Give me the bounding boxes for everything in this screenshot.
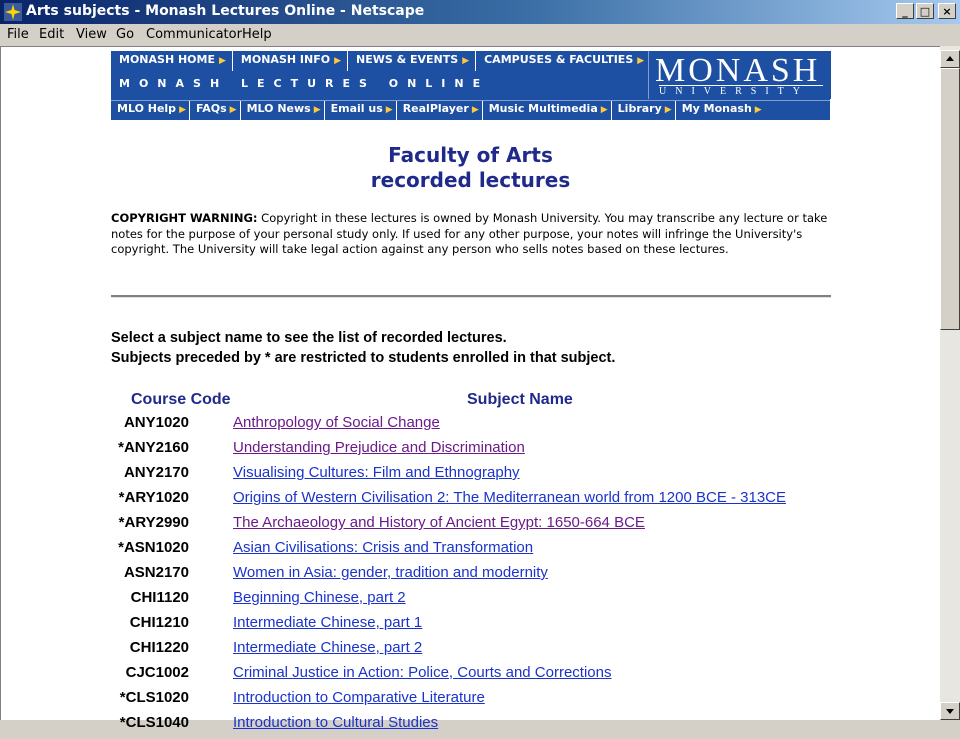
subject-link[interactable]: Asian Civilisations: Crisis and Transformation [233,539,534,556]
subject-row [1,614,901,639]
scroll-up-button[interactable] [940,50,960,68]
minimize-button[interactable]: _ [896,3,914,19]
nav-my-monash[interactable] [676,101,765,120]
subject-row [1,539,901,564]
course-code: CHI1120 [130,589,189,606]
nav-realplayer[interactable] [397,101,483,120]
nav-campuses-faculties[interactable] [476,51,650,71]
course-code: *ARY2990 [118,514,189,531]
instruction-line-1: Select a subject name to see the list of recorded lectures. [111,330,507,346]
subject-link[interactable]: Intermediate Chinese, part 1 [233,614,423,631]
nav-mlo-news[interactable] [241,101,325,120]
vertical-scrollbar[interactable] [940,46,960,720]
column-header-subject: Subject Name [467,391,573,408]
subject-link[interactable]: Intermediate Chinese, part 2 [233,639,423,656]
nav-label: MONASH HOME [119,53,215,66]
nav-library[interactable] [612,101,676,120]
top-nav [111,51,650,71]
subject-link[interactable]: Introduction to Comparative Literature [233,689,485,706]
subject-row [1,689,901,714]
nav-email-us[interactable] [325,101,397,120]
subject-link[interactable]: Understanding Prejudice and Discrimination [233,439,525,456]
down-arrow-icon [946,709,954,714]
title-bar [0,0,960,24]
close-button[interactable]: × [938,3,956,19]
subject-link[interactable]: Beginning Chinese, part 2 [233,589,406,606]
nav-news-events[interactable] [348,51,476,71]
menu-help[interactable]: Help [242,27,272,42]
nav-faqs[interactable] [190,101,241,120]
page-viewport [0,46,940,731]
title-line-1: Faculty of Arts [388,143,553,167]
monash-logo[interactable] [648,51,831,99]
subject-row [1,489,901,514]
arrow-icon: ▶ [313,105,321,115]
course-code: ANY1020 [123,414,189,431]
subject-link[interactable]: Women in Asia: gender, tradition and modernity [233,564,548,581]
nav-monash-home[interactable] [111,51,233,71]
menu-file[interactable]: File [7,27,29,42]
course-code: *ANY2160 [118,439,189,456]
course-code: CHI1210 [129,614,189,631]
nav-label: My Monash [681,102,752,115]
course-code: *ASN1020 [118,539,189,556]
divider [111,295,831,298]
copyright-text: Copyright in these lectures is owned by Monash University. You may transcribe any lecture or take notes for the purpose of your personal study only. If used for any other purpose, your notes will infringe the University's copyright. The University will take legal action against any person who sells notes based on these lectures. [111,211,828,256]
menu-go[interactable]: Go [116,27,135,42]
course-code: *CLS1020 [119,689,189,706]
nav-label: RealPlayer [402,102,469,115]
logo-sub: UNIVERSITY [659,85,823,97]
instruction-line-2: Subjects preceded by * are restricted to students enrolled in that subject. [111,350,616,366]
copyright-warning [111,211,831,258]
course-code: *ARY1020 [118,489,189,506]
nav-label: CAMPUSES & FACULTIES [484,53,634,66]
subject-link[interactable]: Anthropology of Social Change [233,414,440,431]
maximize-button[interactable]: □ [916,3,934,19]
monash-header [111,51,830,119]
subject-row [1,414,901,439]
menu-edit[interactable]: Edit [39,27,65,42]
subject-row [1,664,901,689]
up-arrow-icon [946,56,954,61]
subject-row [1,464,901,489]
menu-bar [0,24,960,46]
logo-word: MONASH [655,52,821,89]
subject-row [1,639,901,664]
netscape-icon [4,3,22,21]
subject-row [1,589,901,614]
scroll-down-button[interactable] [940,702,960,720]
course-code: ASN2170 [123,564,189,581]
arrow-icon: ▶ [334,56,341,66]
scroll-thumb[interactable] [940,68,960,330]
subject-link[interactable]: Introduction to Cultural Studies [233,714,439,731]
subject-row [1,714,901,739]
menu-communicator[interactable]: Communicator [146,27,242,42]
subject-row [1,514,901,539]
subject-link[interactable]: Visualising Cultures: Film and Ethnography [233,464,520,481]
subject-link[interactable]: The Archaeology and History of Ancient Egypt: 1650-664 BCE [233,514,645,531]
menu-view[interactable]: View [76,27,107,42]
arrow-icon: ▶ [600,105,608,115]
nav-label: MLO News [246,102,311,115]
title-line-2: recorded lectures [370,168,571,192]
copyright-label: COPYRIGHT WARNING: [111,211,258,225]
nav-label: Email us [330,102,383,115]
subject-link[interactable]: Origins of Western Civilisation 2: The Mediterranean world from 1200 BCE - 313CE [233,489,787,506]
banner-text: MONASH LECTURES ONLINE [119,77,490,90]
subject-row [1,439,901,464]
arrow-icon: ▶ [637,56,645,66]
arrow-icon: ▶ [179,105,186,115]
instructions [111,328,615,368]
nav-label: FAQs [195,102,227,115]
nav-label: NEWS & EVENTS [355,53,459,66]
column-header-code: Course Code [131,391,231,408]
bottom-nav [111,100,830,120]
course-code: CHI1220 [129,639,189,656]
nav-label: Music Multimedia [488,102,598,115]
page-title [111,143,830,193]
nav-mlo-help[interactable] [111,101,190,120]
course-code: ANY2170 [123,464,189,481]
arrow-icon: ▶ [462,56,470,66]
arrow-icon: ▶ [385,105,393,115]
mlo-banner [111,71,646,99]
arrow-icon: ▶ [219,56,226,66]
arrow-icon: ▶ [471,105,479,115]
arrow-icon: ▶ [754,105,762,115]
nav-music-multimedia[interactable] [483,101,612,120]
subject-link[interactable]: Criminal Justice in Action: Police, Courts and Corrections [233,664,612,681]
nav-monash-info[interactable] [233,51,348,71]
arrow-icon: ▶ [229,105,237,115]
window-title: Arts subjects - Monash Lectures Online - Netscape [26,3,425,19]
course-code: CJC1002 [125,664,189,681]
course-code: *CLS1040 [119,714,189,731]
nav-label: Library [617,102,662,115]
nav-label: MLO Help [117,102,177,115]
subject-row [1,564,901,589]
nav-label: MONASH INFO [240,53,331,66]
arrow-icon: ▶ [664,105,672,115]
